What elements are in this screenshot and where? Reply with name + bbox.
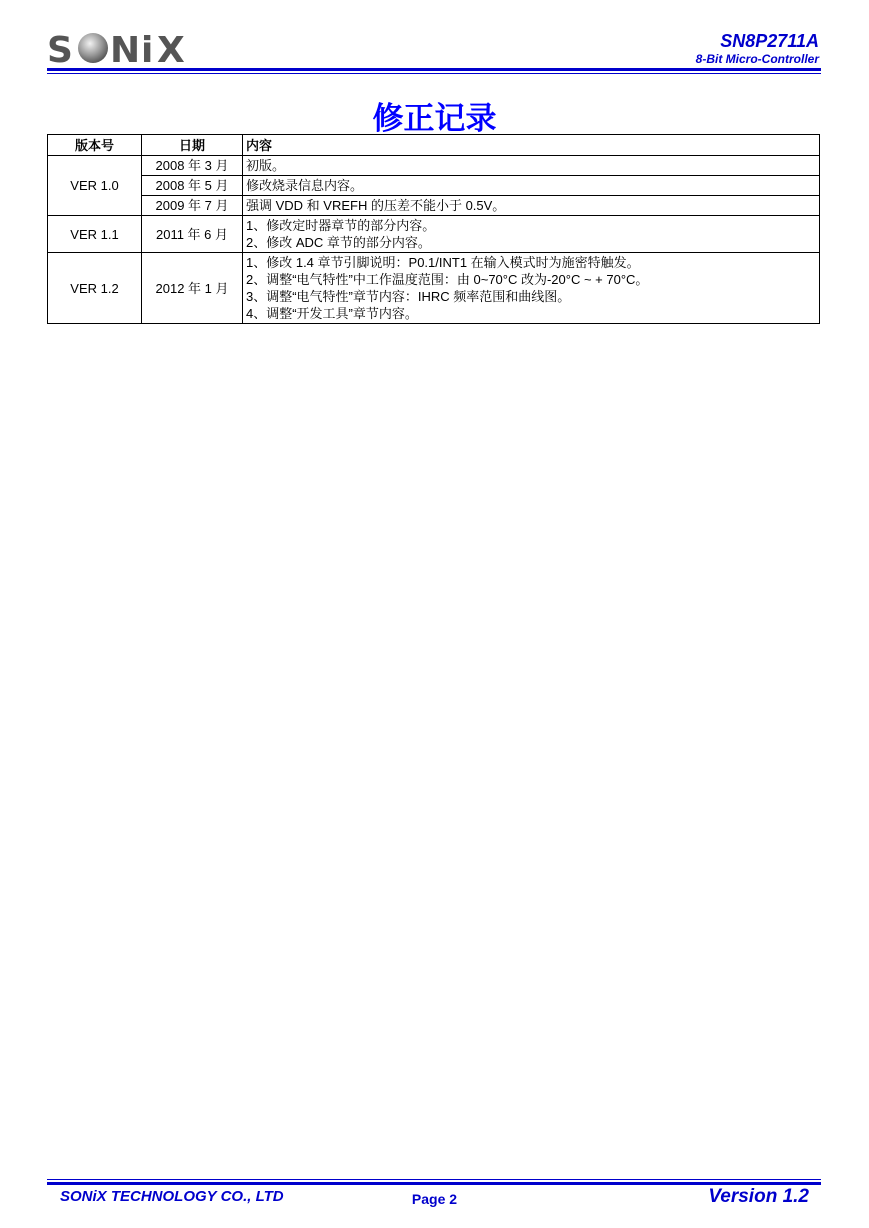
model-number: SN8P2711A bbox=[720, 31, 819, 51]
content-line: 4、调整“开发工具”章节内容。 bbox=[246, 306, 418, 321]
footer-page-number: Page 2 bbox=[411, 1191, 458, 1207]
content-line: 1、修改 1.4 章节引脚说明：P0.1/INT1 在输入模式时为施密特触发。 bbox=[246, 255, 640, 270]
date-cell: 2012 年 1 月 bbox=[142, 253, 243, 324]
svg-text:i: i bbox=[141, 30, 154, 66]
content-line: 强调 VDD 和 VREFH 的压差不能小于 0.5V。 bbox=[246, 198, 506, 213]
svg-text:X: X bbox=[157, 30, 185, 66]
content-line: 3、调整“电气特性”章节内容：IHRC 频率范围和曲线图。 bbox=[246, 289, 571, 304]
version-cell: VER 1.1 bbox=[48, 216, 142, 253]
page-title: 修正记录 bbox=[372, 101, 497, 137]
col-header-date: 日期 bbox=[142, 135, 243, 156]
table-row bbox=[48, 216, 820, 253]
version-cell: VER 1.2 bbox=[48, 253, 142, 324]
content-line: 2、修改 ADC 章节的部分内容。 bbox=[246, 235, 431, 250]
sonix-logo bbox=[47, 30, 197, 66]
content-cell bbox=[243, 156, 820, 176]
table-row bbox=[48, 176, 820, 196]
table-header-row bbox=[48, 135, 820, 156]
footer-company: SONiX TECHNOLOGY CO., LTD bbox=[60, 1188, 284, 1205]
content-line: 初版。 bbox=[246, 158, 286, 173]
table-row bbox=[48, 196, 820, 216]
header-rule-thick bbox=[47, 68, 821, 71]
col-header-version: 版本号 bbox=[48, 135, 142, 156]
header-rule-thin bbox=[47, 73, 821, 74]
content-line: 2、调整“电气特性”中工作温度范围：由 0~70°C 改为-20°C ~ + 70°C。 bbox=[246, 272, 649, 287]
table-row bbox=[48, 253, 820, 324]
content-cell bbox=[243, 196, 820, 216]
date-cell: 2008 年 5 月 bbox=[142, 176, 243, 196]
footer-rule-thin bbox=[47, 1179, 821, 1180]
content-cell bbox=[243, 176, 820, 196]
version-cell: VER 1.0 bbox=[48, 156, 142, 216]
content-line: 修改烧录信息内容。 bbox=[246, 178, 364, 193]
col-header-content: 内容 bbox=[243, 135, 820, 156]
model-subtitle: 8-Bit Micro-Controller bbox=[695, 52, 819, 66]
header-right bbox=[696, 30, 819, 66]
footer-rule-thick bbox=[47, 1182, 821, 1185]
footer-version: Version 1.2 bbox=[708, 1186, 809, 1207]
date-cell: 2008 年 3 月 bbox=[142, 156, 243, 176]
date-cell: 2009 年 7 月 bbox=[142, 196, 243, 216]
content-cell bbox=[243, 253, 820, 324]
content-cell bbox=[243, 216, 820, 253]
content-line: 1、修改定时器章节的部分内容。 bbox=[246, 218, 436, 233]
date-cell: 2011 年 6 月 bbox=[142, 216, 243, 253]
revision-table bbox=[47, 134, 820, 324]
svg-text:N: N bbox=[110, 30, 141, 66]
sonix-logo-mark bbox=[47, 30, 197, 66]
svg-text:S: S bbox=[47, 30, 73, 66]
table-row bbox=[48, 156, 820, 176]
